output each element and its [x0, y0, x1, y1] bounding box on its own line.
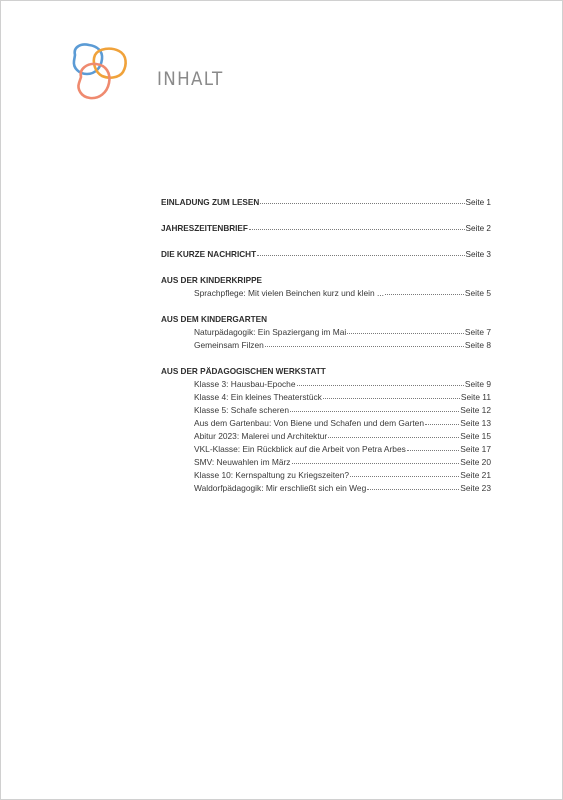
- toc-entry-page: Seite 11: [460, 392, 491, 402]
- toc-entry[interactable]: [161, 339, 491, 352]
- section-heading-kindergarten: AUS DEM KINDERGARTEN: [161, 315, 267, 324]
- toc-entry-page: Seite 21: [460, 470, 491, 480]
- toc-entry-page: Seite 5: [464, 288, 491, 298]
- spacer: [161, 352, 491, 365]
- toc-entry-page: Seite 7: [464, 327, 491, 337]
- toc-entry-label: Naturpädagogik: Ein Spaziergang im Mai: [194, 327, 347, 337]
- toc-entry-label: DIE KURZE NACHRICHT: [161, 250, 257, 259]
- toc-entry-label: JAHRESZEITENBRIEF: [161, 224, 248, 233]
- section-heading-werkstatt: AUS DER PÄDAGOGISCHEN WERKSTATT: [161, 367, 326, 376]
- dot-leader: [297, 377, 464, 386]
- dot-leader: [425, 416, 459, 425]
- toc-entry-page: Seite 9: [464, 379, 491, 389]
- toc-entry-einladung[interactable]: [161, 196, 491, 209]
- toc-entry[interactable]: [161, 482, 491, 495]
- toc-entry-page: Seite 20: [460, 457, 491, 467]
- dot-leader: [323, 390, 460, 399]
- toc-entry-label: Klasse 4: Ein kleines Theaterstück: [194, 392, 322, 402]
- toc-entry-label: Klasse 3: Hausbau-Epoche: [194, 379, 296, 389]
- spacer: [161, 300, 491, 313]
- toc-entry-page: Seite 23: [460, 483, 491, 493]
- spacer: [161, 261, 491, 274]
- toc-entry-page: Seite 17: [460, 444, 491, 454]
- toc-entry-page: Seite 2: [465, 224, 491, 233]
- dot-leader: [290, 403, 459, 412]
- toc-entry-label: EINLADUNG ZUM LESEN: [161, 198, 260, 207]
- dot-leader: [265, 338, 464, 347]
- toc-entry-label: Gemeinsam Filzen: [194, 340, 264, 350]
- table-of-contents: [161, 196, 491, 495]
- toc-entry-page: Seite 8: [464, 340, 491, 350]
- toc-entry-jahreszeitenbrief[interactable]: [161, 222, 491, 235]
- dot-leader: [347, 325, 464, 334]
- section-heading-kinderkrippe: AUS DER KINDERKRIPPE: [161, 276, 262, 285]
- toc-entry-label: VKL-Klasse: Ein Rückblick auf die Arbeit von Petra Arbes: [194, 444, 406, 454]
- dot-leader: [292, 455, 460, 464]
- dot-leader: [407, 442, 459, 451]
- dot-leader: [249, 221, 465, 230]
- toc-entry-kurze-nachricht[interactable]: [161, 248, 491, 261]
- page-title: INHALT: [157, 68, 224, 90]
- toc-entry-label: Aus dem Gartenbau: Von Biene und Schafen und dem Garten: [194, 418, 425, 428]
- toc-entry-label: Klasse 10: Kernspaltung zu Kriegszeiten?: [194, 470, 350, 480]
- toc-entry-label: Sprachpflege: Mit vielen Beinchen kurz und klein ...: [194, 288, 384, 298]
- dot-leader: [257, 247, 464, 256]
- dot-leader: [260, 195, 464, 204]
- dot-leader: [350, 468, 459, 477]
- dot-leader: [328, 429, 459, 438]
- toc-entry-label: Klasse 5: Schafe scheren: [194, 405, 289, 415]
- toc-entry-page: Seite 15: [460, 431, 491, 441]
- toc-entry-label: Waldorfpädagogik: Mir erschließt sich ein Weg: [194, 483, 367, 493]
- toc-entry-label: Abitur 2023: Malerei und Architektur: [194, 431, 328, 441]
- toc-entry-page: Seite 3: [465, 250, 491, 259]
- toc-entry-label: SMV: Neuwahlen im März: [194, 457, 291, 467]
- toc-entry-page: Seite 13: [460, 418, 491, 428]
- toc-entry[interactable]: [161, 287, 491, 300]
- toc-entry-page: Seite 1: [465, 198, 491, 207]
- dot-leader: [385, 286, 464, 295]
- logo-icon: [69, 41, 131, 105]
- dot-leader: [367, 481, 459, 490]
- toc-entry-page: Seite 12: [460, 405, 491, 415]
